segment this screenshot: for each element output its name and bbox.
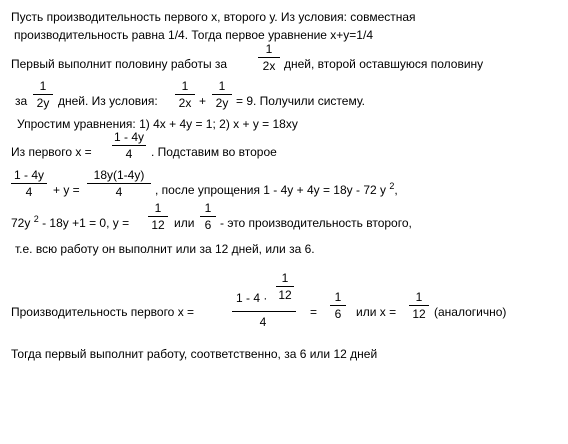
fraction-rhs	[87, 169, 151, 199]
fraction-y-1-over-12	[148, 202, 168, 232]
fraction-x-expression	[112, 131, 146, 161]
fraction-bar	[276, 286, 294, 287]
fraction-inner-1-over-12	[276, 272, 294, 302]
fraction-x-1-over-12	[409, 291, 429, 321]
text-line-8-start	[11, 216, 129, 231]
fraction-bar	[409, 305, 429, 306]
text-line-8-end: - это производительность второго,	[220, 216, 412, 230]
fraction-bar	[175, 94, 195, 95]
fraction-denominator: 12	[278, 288, 292, 302]
fraction-bar	[330, 305, 346, 306]
fraction-numerator: 18у(1-4у)	[93, 168, 145, 182]
fraction-numerator: 1 - 4у	[13, 168, 44, 182]
fraction-denominator: 12	[412, 307, 426, 321]
fraction-bar	[200, 216, 216, 217]
fraction-lhs	[11, 169, 47, 199]
fraction-denominator: 4	[25, 185, 33, 199]
text-line-6-end: . Подставим во второе	[151, 145, 277, 159]
text-line-10-start: Производительность первого х =	[11, 305, 195, 319]
fraction-1-over-2x	[258, 43, 280, 73]
text-line-9: т.е. всю работу он выполнит или за 12 дней, или за 6.	[15, 242, 315, 256]
text-line-4-end: = 9. Получили систему.	[236, 94, 365, 108]
equation-term: 72у	[11, 216, 31, 230]
fraction-denominator: 4	[125, 147, 133, 161]
fraction-numerator: 1	[265, 42, 273, 56]
plus-sign: +	[199, 94, 207, 108]
text-line-2: производительность равна 1/4. Тогда первое уравнение х+у=1/4	[14, 28, 373, 42]
comma: ,	[394, 183, 398, 197]
text-line-10-end: (аналогично)	[434, 305, 507, 319]
fraction-y-1-over-6	[200, 202, 216, 232]
fraction-denominator: 12	[151, 218, 165, 232]
complex-denominator: 4	[259, 315, 267, 329]
text-line-4-middle: дней. Из условия:	[58, 94, 158, 108]
text-line-6-start: Из первого х =	[11, 145, 92, 159]
fraction-bar	[112, 145, 146, 146]
fraction-numerator: 1	[204, 201, 212, 215]
equation-text: , после упрощения 1 - 4у + 4у = 18у - 72 у	[155, 183, 386, 197]
fraction-bar	[148, 216, 168, 217]
text-or-x: или х =	[356, 305, 397, 319]
fraction-bar	[87, 183, 151, 184]
equation-text: - 18у +1 = 0, у =	[42, 216, 130, 230]
fraction-denominator: 2х	[178, 96, 192, 110]
fraction-1-over-2y	[33, 80, 53, 110]
text-line-5: Упростим уравнения: 1) 4х + 4у = 1; 2) х + у = 18ху	[17, 117, 298, 131]
text-line-11: Тогда первый выполнит работу, соответственно, за 6 или 12 дней	[11, 347, 378, 361]
text-line-3-start: Первый выполнит половину работы за	[11, 57, 228, 71]
fraction-cond-1-over-2y	[212, 80, 232, 110]
fraction-denominator: 2у	[215, 96, 229, 110]
equals-sign: =	[310, 305, 318, 319]
complex-numerator-prefix: 1 - 4 ·	[236, 291, 268, 305]
fraction-numerator: 1	[154, 201, 162, 215]
fraction-denominator: 6	[334, 307, 342, 321]
text-line-7-plus-y: + у =	[53, 183, 80, 197]
text-line-4-start: за	[15, 94, 28, 108]
fraction-bar	[232, 311, 296, 312]
fraction-cond-1-over-2x	[175, 80, 195, 110]
fraction-bar	[258, 57, 280, 58]
fraction-numerator: 1	[415, 290, 423, 304]
fraction-numerator: 1 - 4у	[113, 130, 144, 144]
fraction-numerator: 1	[39, 79, 47, 93]
fraction-numerator: 1	[334, 290, 342, 304]
exponent: 2	[33, 214, 39, 224]
fraction-numerator: 1	[281, 271, 289, 285]
or-word: или	[174, 216, 195, 230]
fraction-bar	[11, 183, 47, 184]
fraction-bar	[212, 94, 232, 95]
fraction-x-1-over-6	[330, 291, 346, 321]
text-line-7-end	[155, 183, 398, 198]
fraction-denominator: 6	[204, 218, 212, 232]
fraction-denominator: 4	[115, 185, 123, 199]
fraction-denominator: 2у	[36, 96, 50, 110]
fraction-numerator: 1	[218, 79, 226, 93]
fraction-numerator: 1	[181, 79, 189, 93]
exponent: 2	[389, 181, 395, 191]
text-line-3-end: дней, второй оставшуюся половину	[284, 57, 484, 71]
fraction-bar	[33, 94, 53, 95]
fraction-denominator: 2х	[262, 59, 276, 73]
text-line-1: Пусть производительность первого х, второго у. Из условия: совместная	[11, 10, 416, 24]
